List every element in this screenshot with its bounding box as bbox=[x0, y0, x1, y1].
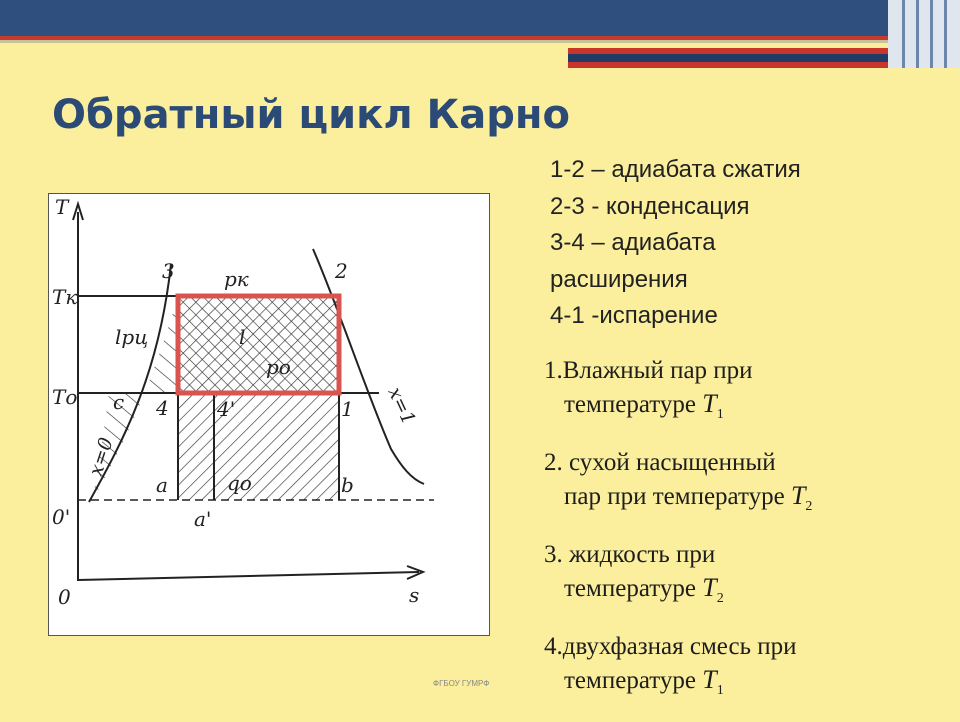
ts-diagram bbox=[48, 193, 490, 636]
state-item bbox=[544, 538, 954, 615]
legend-line: 2-3 - конденсация bbox=[550, 192, 750, 220]
state-line2: пар при температуре bbox=[564, 483, 791, 510]
state-var: T bbox=[702, 665, 717, 694]
label-q0: qо bbox=[227, 471, 252, 495]
label-point-b: b bbox=[341, 473, 354, 497]
label-point-a: a bbox=[156, 473, 168, 497]
cycle-area-hatch2 bbox=[178, 296, 339, 393]
state-var: T bbox=[790, 481, 806, 510]
state-item bbox=[544, 446, 954, 523]
label-l: l bbox=[239, 325, 246, 349]
label-point-2: 2 bbox=[335, 259, 348, 283]
state-line2: температуре bbox=[564, 575, 703, 602]
state-line1: 1.Влажный пар при bbox=[544, 357, 753, 384]
s-axis bbox=[78, 572, 419, 580]
state-sub: 1 bbox=[716, 683, 724, 698]
label-x1: x=1 bbox=[383, 383, 420, 429]
state-line1: 2. сухой насыщенный bbox=[544, 449, 776, 476]
label-po: pо bbox=[266, 355, 291, 379]
legend-line: 1-2 – адиабата сжатия bbox=[550, 156, 801, 183]
states-list bbox=[544, 354, 954, 722]
page-title: Обратный цикл Карно bbox=[52, 92, 570, 138]
label-o-prime: 0' bbox=[52, 505, 71, 529]
accent-navy-bar bbox=[568, 54, 888, 62]
state-sub: 1 bbox=[716, 407, 724, 422]
label-to: Tо bbox=[52, 385, 78, 409]
header-gray-line bbox=[0, 40, 960, 43]
label-origin: 0 bbox=[58, 585, 71, 609]
state-line1: 3. жидкость при bbox=[544, 541, 716, 568]
label-point-aprime: a' bbox=[194, 507, 212, 531]
state-item bbox=[544, 630, 954, 707]
label-lrc: lрц bbox=[115, 325, 149, 349]
state-item bbox=[544, 354, 954, 431]
header-bar bbox=[0, 0, 960, 36]
state-sub: 2 bbox=[805, 499, 813, 514]
state-line2: температуре bbox=[564, 667, 703, 694]
state-line2: температуре bbox=[564, 391, 703, 418]
label-pk: pк bbox=[224, 267, 249, 291]
label-s-axis: s bbox=[409, 583, 420, 607]
label-point-4prime: 4' bbox=[217, 397, 236, 421]
legend-line: 3-4 – адиабата bbox=[550, 229, 716, 256]
state-sub: 2 bbox=[716, 591, 724, 606]
process-legend bbox=[550, 152, 801, 335]
label-tk: Tк bbox=[52, 285, 78, 309]
label-x0: x=0 bbox=[84, 434, 118, 479]
legend-line: расширения bbox=[550, 265, 688, 293]
header-corner-block bbox=[888, 0, 960, 68]
label-t-axis: T bbox=[55, 195, 69, 219]
legend-line: 4-1 -испарение bbox=[550, 302, 718, 329]
state-var: T bbox=[702, 573, 717, 602]
state-var: T bbox=[702, 389, 717, 418]
ts-diagram-svg bbox=[49, 194, 489, 635]
q0-area bbox=[178, 393, 339, 500]
state-line1: 4.двухфазная смесь при bbox=[544, 633, 797, 660]
label-point-c: c bbox=[113, 390, 125, 414]
footer-text: ФГБОУ ГУМРФ bbox=[433, 679, 490, 688]
label-point-3: 3 bbox=[162, 259, 175, 283]
label-point-1: 1 bbox=[341, 397, 354, 421]
label-point-4: 4 bbox=[156, 396, 169, 420]
